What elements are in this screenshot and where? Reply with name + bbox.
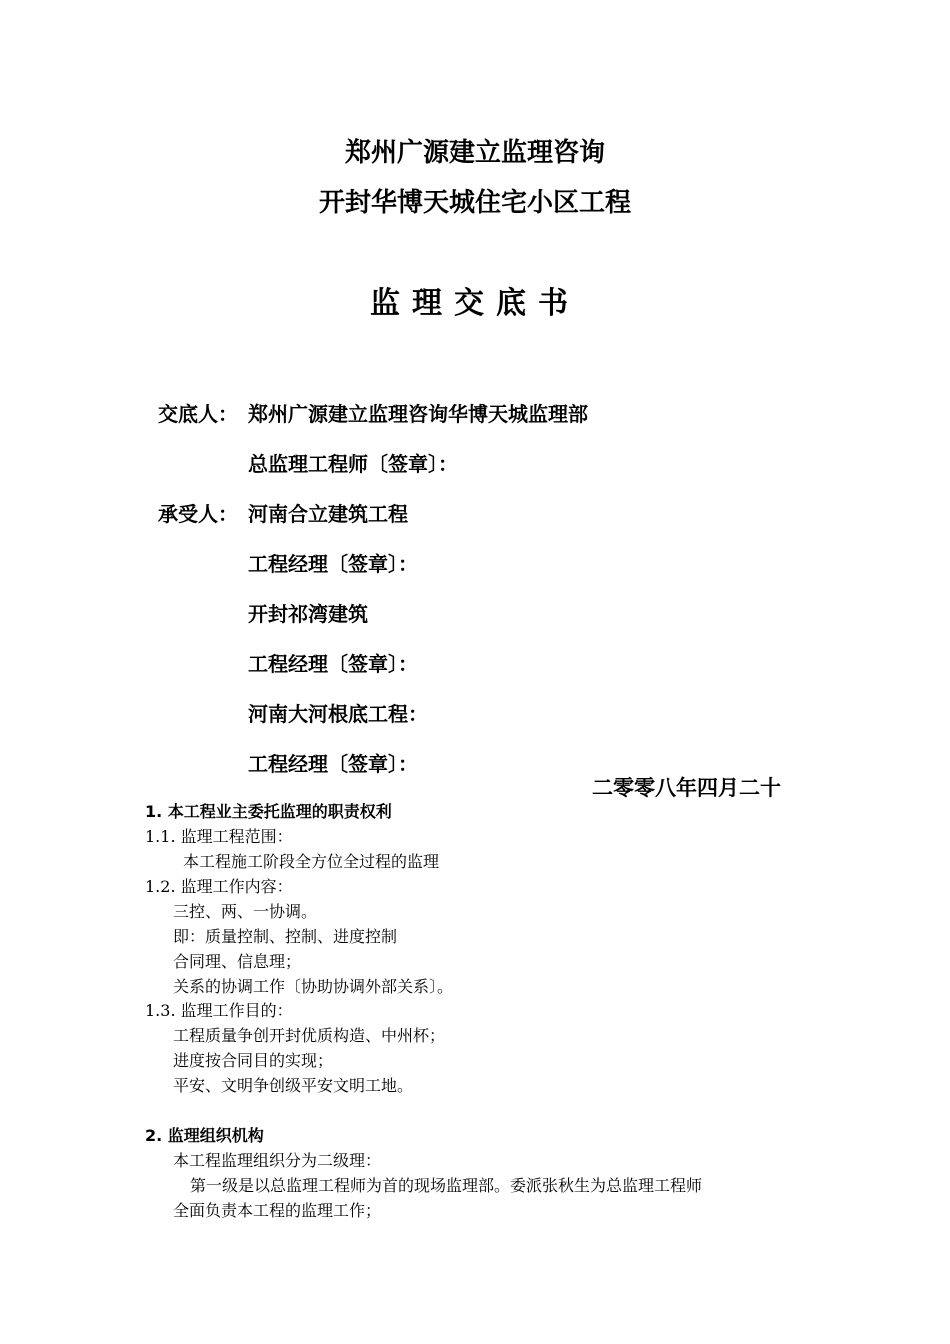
receiver-org-1: 河南合立建筑工程 (248, 502, 408, 526)
manager-signature-3: 工程经理〔签章〕： (248, 752, 418, 776)
section-2-heading: 2. 监理组织机构 (145, 1126, 264, 1145)
section-2-line: 第一级是以总监理工程师为首的现场监理部。委派张秋生为总监理工程师 (190, 1176, 703, 1195)
receiver-label: 承受人： (158, 502, 238, 526)
document-date: 二零零八年四月二十 (592, 776, 781, 800)
section-1-3-line: 工程质量争创开封优质构造、中州杯； (173, 1026, 446, 1045)
section-1-2-line: 即：质量控制、控制、进度控制 (173, 927, 398, 946)
section-1-3-title: 1.3. 监理工作目的： (145, 1001, 293, 1020)
company-title: 郑州广源建立监理咨询 (344, 138, 605, 168)
section-1-heading: 1. 本工程业主委托监理的职责权利 (145, 802, 392, 821)
section-1-2-title: 1.2. 监理工作内容： (145, 877, 293, 896)
giver-org: 郑州广源建立监理咨询华博天城监理部 (248, 402, 588, 426)
section-1-2-line: 关系的协调工作〔协助协调外部关系〕。 (173, 977, 454, 996)
manager-signature-2: 工程经理〔签章〕： (248, 652, 418, 676)
receiver-org-3: 河南大河根底工程： (248, 702, 428, 726)
section-1-2-line: 三控、两、一协调。 (173, 902, 318, 921)
section-2-line: 全面负责本工程的监理工作； (173, 1201, 382, 1220)
giver-label: 交底人： (158, 402, 238, 426)
document-title: 监理交底书 (370, 286, 580, 321)
section-1-3-line: 进度按合同目的实现； (173, 1051, 334, 1070)
receiver-org-2: 开封祁湾建筑 (248, 602, 368, 626)
section-2-line: 本工程监理组织分为二级理： (173, 1151, 382, 1170)
chief-engineer-signature: 总监理工程师〔签章〕： (248, 452, 458, 476)
manager-signature-1: 工程经理〔签章〕： (248, 552, 418, 576)
project-title: 开封华博天城住宅小区工程 (318, 188, 631, 218)
section-1-1-body: 本工程施工阶段全方位全过程的监理 (183, 852, 440, 871)
section-1-1-title: 1.1. 监理工程范围： (145, 827, 293, 846)
section-1-3-line: 平安、文明争创级平安文明工地。 (173, 1076, 414, 1095)
section-1-2-line: 合同理、信息理； (173, 952, 302, 971)
